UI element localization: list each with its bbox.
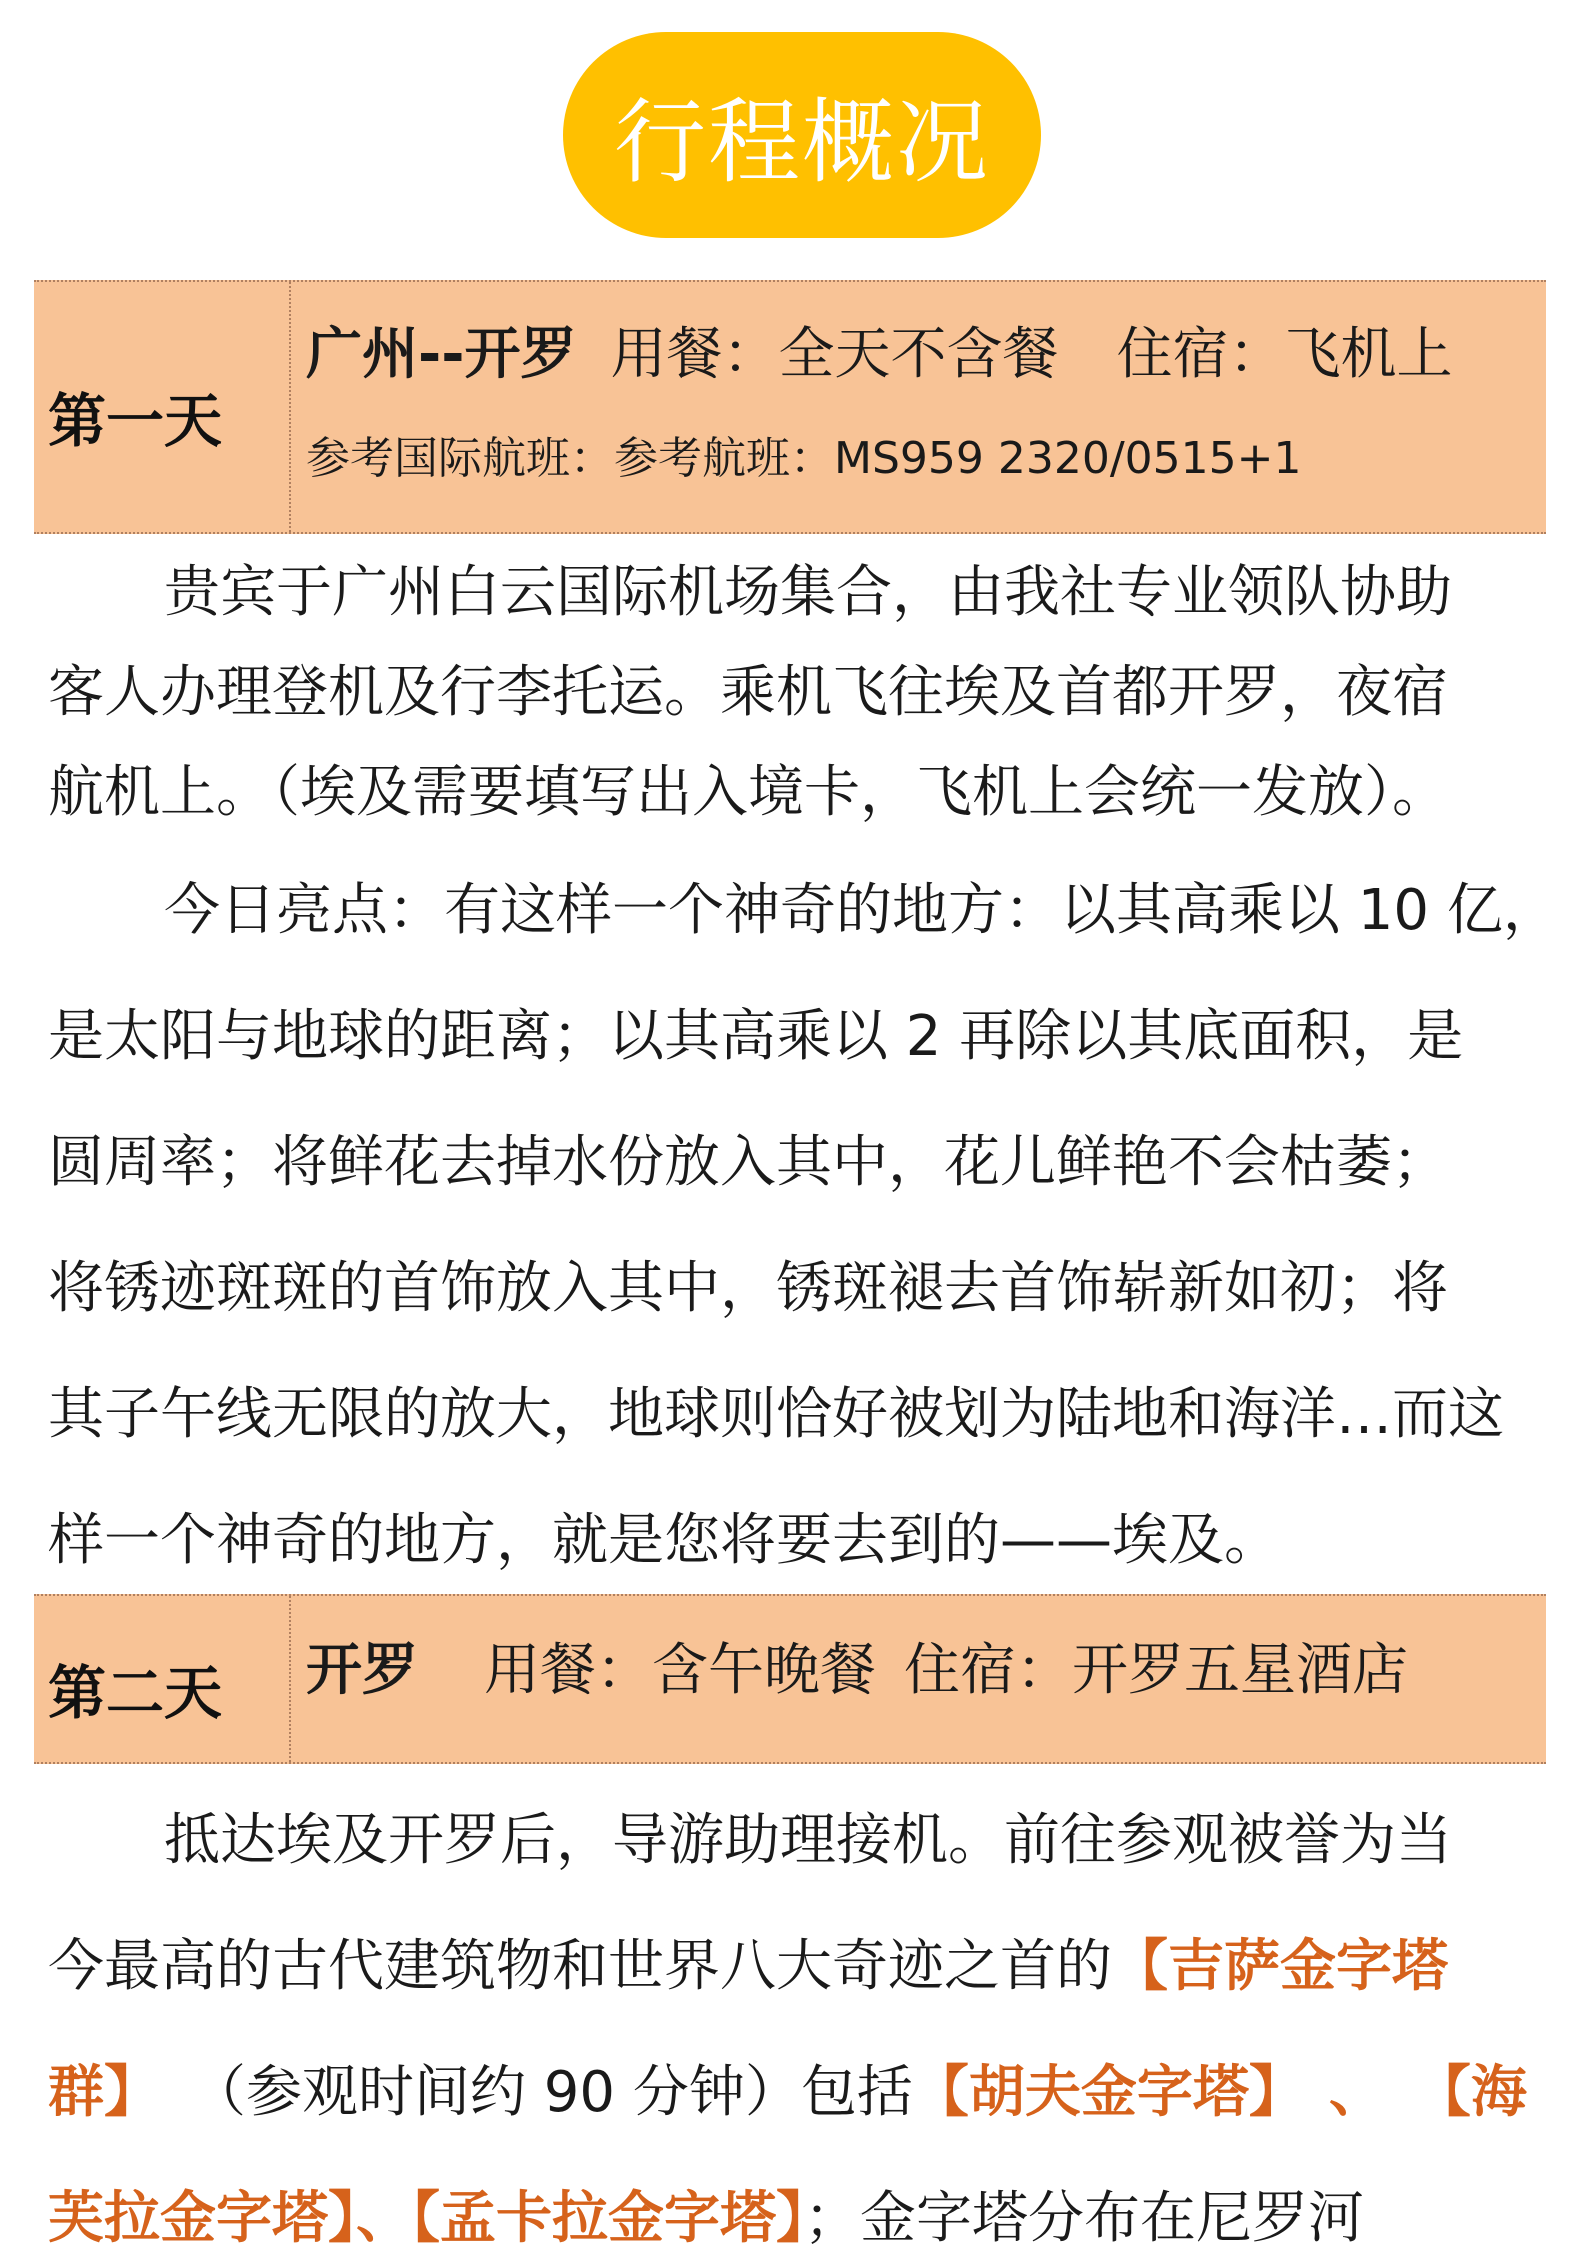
day1-info-line: [306, 310, 1452, 390]
paragraph-line: 样一个神奇的地方，就是您将要去到的——埃及。: [48, 1508, 1280, 1573]
day1-meals: 用餐：全天不含餐: [610, 322, 1059, 387]
paragraph-line: 其子午线无限的放大，地球则恰好被划为陆地和海洋…而这: [48, 1382, 1504, 1447]
day1-description: [48, 548, 1548, 848]
day2-description: [48, 1796, 1548, 2251]
highlight-khufu-pyramid: 【胡夫金字塔】: [912, 2060, 1305, 2125]
title-badge: [563, 32, 1041, 238]
day2-label: 第二天: [48, 1659, 223, 1727]
day2-lodging: 住宿：开罗五星酒店: [904, 1638, 1408, 1703]
paragraph-line: [48, 2048, 1527, 2128]
paragraph-line: 客人办理登机及行李托运。乘机飞往埃及首都开罗，夜宿: [48, 660, 1448, 725]
paragraph-line: 抵达埃及开罗后，导游助理接机。前往参观被誉为当: [164, 1808, 1452, 1873]
day1-lodging: 住宿：飞机上: [1116, 322, 1453, 387]
page-title: 行程概况: [613, 89, 990, 196]
paragraph-line: 圆周率；将鲜花去掉水份放入其中，花儿鲜艳不会枯萎；: [48, 1130, 1448, 1195]
paragraph-line: 贵宾于广州白云国际机场集合，由我社专业领队协助: [164, 560, 1452, 625]
text-run: （参观时间约 90 分钟）包括: [190, 2060, 913, 2125]
day1-label: 第一天: [48, 387, 223, 455]
highlight-separator: 、: [1328, 2060, 1385, 2125]
highlight-khafre-pyramid-end: 芙拉金字塔】、: [48, 2186, 412, 2251]
day1-route: 广州--开罗: [306, 322, 577, 387]
text-run: 今最高的古代建筑物和世界八大奇迹之首的: [48, 1934, 1112, 1999]
paragraph-line: 是太阳与地球的距离；以其高乘以 2 再除以其底面积，是: [48, 1004, 1464, 1069]
header-divider: [289, 1596, 291, 1762]
day2-route: 开罗: [306, 1638, 418, 1703]
day2-info-line: [306, 1626, 1408, 1706]
highlight-khafre-pyramid: 【海: [1414, 2060, 1527, 2125]
day1-header: [34, 280, 1546, 534]
highlight-menkaure-pyramid: 【孟卡拉金字塔】: [412, 2186, 804, 2251]
paragraph-line: 今日亮点：有这样一个神奇的地方：以其高乘以 10 亿，: [164, 878, 1559, 943]
text-run: ；金字塔分布在尼罗河: [804, 2186, 1364, 2251]
day1-highlights: [48, 866, 1559, 1586]
highlight-giza-pyramids: 【吉萨金字塔: [1112, 1934, 1448, 1999]
header-divider: [289, 282, 291, 532]
highlight-giza-pyramids-end: 群】: [48, 2060, 160, 2125]
paragraph-line: [48, 2174, 1364, 2254]
paragraph-line: [48, 1922, 1448, 2002]
day2-header: [34, 1594, 1546, 1764]
day1-flight: 参考国际航班：参考航班：MS959 2320/0515+1: [306, 433, 1302, 484]
paragraph-line: 航机上。（埃及需要填写出入境卡，飞机上会统一发放）。: [48, 760, 1448, 825]
day2-meals: 用餐：含午晚餐: [484, 1638, 876, 1703]
paragraph-line: 将锈迹斑斑的首饰放入其中，锈斑褪去首饰崭新如初；将: [48, 1256, 1448, 1321]
